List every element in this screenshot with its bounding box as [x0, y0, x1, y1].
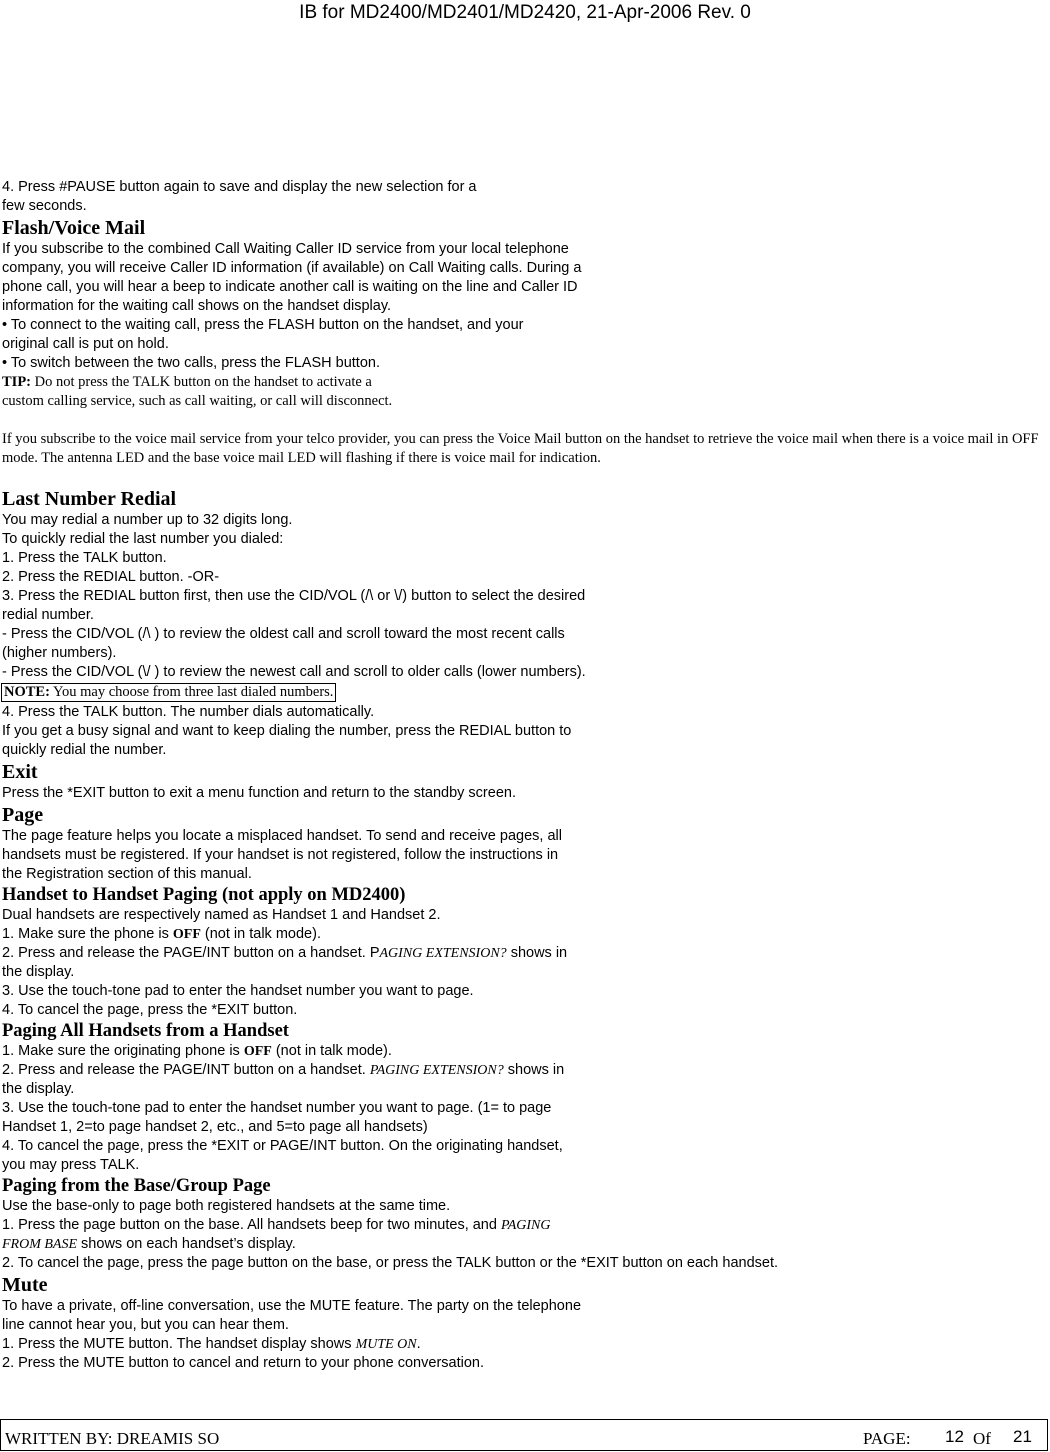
- flash-line: • To connect to the waiting call, press the FLASH button on the handset, and your: [2, 317, 524, 333]
- flash-line: • To switch between the two calls, press the FLASH button.: [2, 355, 380, 371]
- redial-line: - Press the CID/VOL (\/ ) to review the newest call and scroll to older calls (lower numbers).: [2, 664, 586, 680]
- all-line: 3. Use the touch-tone pad to enter the handset number you want to page. (1= to page: [2, 1100, 552, 1116]
- all-line-2-b: shows in: [503, 1062, 565, 1078]
- h2h-line-3-b: shows in: [506, 945, 568, 961]
- voicemail-paragraph: If you subscribe to the voice mail service from your telco provider, you can press the Voice Mail button on the handset to retrieve the voice mail when there is a voice mail in OFF mode. The antenna LED and the base voice mail LED will flashing if there is voice mail for indication.: [2, 431, 1039, 466]
- total-pages: 21: [1013, 1427, 1032, 1446]
- tip-text: Do not press the TALK button on the handset to activate a: [31, 374, 372, 390]
- all-line-2-a: 2. Press and release the PAGE/INT button on a handset.: [2, 1062, 370, 1078]
- base-line-2: [2, 1216, 1047, 1235]
- exit-text: Press the *EXIT button to exit a menu function and return to the standby screen.: [2, 785, 516, 801]
- page-label: PAGE:: [863, 1429, 911, 1448]
- mute-line-3: [2, 1335, 1047, 1354]
- paging-from-base-display: PAGING: [500, 1218, 551, 1233]
- paging-from-base-display: FROM BASE: [2, 1237, 78, 1252]
- heading-flash-voice-mail: Flash/Voice Mail: [2, 217, 146, 239]
- all-line: you may press TALK.: [2, 1157, 140, 1173]
- all-line: the display.: [2, 1081, 75, 1097]
- page-number: 12: [945, 1427, 964, 1446]
- redial-line: redial number.: [2, 607, 94, 623]
- h2h-line-2: [2, 925, 1047, 944]
- base-line-4: 2. To cancel the page, press the page button on the base, or press the TALK button or the *EXIT button on each handset.: [2, 1255, 779, 1271]
- mute-line-3-a: 1. Press the MUTE button. The handset display shows: [2, 1336, 356, 1352]
- all-line: Handset 1, 2=to page handset 2, etc., and 5=to page all handsets): [2, 1119, 428, 1135]
- h2h-line-1: Dual handsets are respectively named as Handset 1 and Handset 2.: [2, 907, 441, 923]
- h2h-line-2-b: (not in talk mode).: [200, 926, 321, 942]
- h2h-line-2-a: 1. Make sure the phone is: [2, 926, 173, 942]
- mute-line-2: line cannot hear you, but you can hear them.: [2, 1317, 289, 1333]
- page-line: the Registration section of this manual.: [2, 866, 252, 882]
- note-label: NOTE:: [4, 684, 50, 700]
- h2h-line-3-a: 2. Press and release the PAGE/INT button on a handset. P: [2, 945, 380, 961]
- h2h-line-5: 3. Use the touch-tone pad to enter the handset number you want to page.: [2, 983, 474, 999]
- intro-line-1: 4. Press #PAUSE button again to save and display the new selection for a: [2, 179, 477, 195]
- all-line-2: [2, 1061, 1047, 1080]
- document-body: [2, 178, 1047, 1373]
- h2h-line-3: [2, 944, 1047, 963]
- mute-line-4: 2. Press the MUTE button to cancel and return to your phone conversation.: [2, 1355, 484, 1371]
- written-by: WRITTEN BY: DREAMIS SO: [5, 1429, 220, 1448]
- flash-line: company, you will receive Caller ID information (if available) on Call Waiting calls. During a: [2, 260, 582, 276]
- flash-line: If you subscribe to the combined Call Waiting Caller ID service from your local telephone: [2, 241, 569, 257]
- mute-line-1: To have a private, off-line conversation, use the MUTE feature. The party on the telephone: [2, 1298, 582, 1314]
- redial-line: - Press the CID/VOL (/\ ) to review the oldest call and scroll toward the most recent calls: [2, 626, 565, 642]
- note-text: You may choose from three last dialed numbers.: [49, 684, 334, 700]
- note-box: [1, 683, 336, 702]
- flash-line: original call is put on hold.: [2, 336, 169, 352]
- mute-line-3-b: .: [416, 1336, 421, 1352]
- base-line-3: [2, 1235, 1047, 1254]
- heading-last-number-redial: Last Number Redial: [2, 488, 177, 510]
- heading-exit: Exit: [2, 761, 38, 783]
- tip-label: TIP:: [2, 374, 31, 390]
- heading-page: Page: [2, 804, 44, 826]
- heading-paging-from-base: Paging from the Base/Group Page: [2, 1176, 271, 1196]
- redial-after-line: 4. Press the TALK button. The number dials automatically.: [2, 704, 375, 720]
- redial-line: 1. Press the TALK button.: [2, 550, 167, 566]
- of-label: Of: [973, 1429, 991, 1448]
- redial-line: (higher numbers).: [2, 645, 117, 661]
- document-footer: [0, 1419, 1048, 1451]
- page-line: handsets must be registered. If your handset is not registered, follow the instructions in: [2, 847, 559, 863]
- heading-handset-to-handset: Handset to Handset Paging (not apply on MD2400): [2, 885, 406, 905]
- h2h-line-6: 4. To cancel the page, press the *EXIT button.: [2, 1002, 298, 1018]
- h2h-line-4: the display.: [2, 964, 75, 980]
- mute-on-display: MUTE ON: [355, 1337, 417, 1352]
- redial-line: 2. Press the REDIAL button. -OR-: [2, 569, 220, 585]
- all-line: 4. To cancel the page, press the *EXIT or PAGE/INT button. On the originating handset,: [2, 1138, 563, 1154]
- base-line-1: Use the base-only to page both registered handsets at the same time.: [2, 1198, 451, 1214]
- flash-line: information for the waiting call shows on the handset display.: [2, 298, 392, 314]
- page-line: The page feature helps you locate a misplaced handset. To send and receive pages, all: [2, 828, 562, 844]
- document-header: IB for MD2400/MD2401/MD2420, 21-Apr-2006 Rev. 0: [299, 2, 751, 23]
- heading-mute: Mute: [2, 1274, 48, 1296]
- tip-line-1: [2, 373, 1047, 392]
- note-row: [1, 683, 1047, 702]
- off-mode-text: OFF: [243, 1044, 272, 1059]
- redial-after-line: quickly redial the number.: [2, 742, 167, 758]
- intro-line-2: few seconds.: [2, 198, 87, 214]
- redial-line: You may redial a number up to 32 digits long.: [2, 512, 293, 528]
- flash-line: phone call, you will hear a beep to indicate another call is waiting on the line and Caller ID: [2, 279, 578, 295]
- all-line-1-a: 1. Make sure the originating phone is: [2, 1043, 244, 1059]
- redial-line: To quickly redial the last number you dialed:: [2, 531, 284, 547]
- base-line-3-b: shows on each handset’s display.: [77, 1236, 296, 1252]
- all-line-1: [2, 1042, 1047, 1061]
- paging-extension-display: PAGING EXTENSION?: [369, 1063, 504, 1078]
- tip-line-2: custom calling service, such as call waiting, or call will disconnect.: [2, 393, 393, 409]
- redial-line: 3. Press the REDIAL button first, then use the CID/VOL (/\ or \/) button to select the desired: [2, 588, 586, 604]
- all-line-1-b: (not in talk mode).: [271, 1043, 392, 1059]
- redial-after-line: If you get a busy signal and want to keep dialing the number, press the REDIAL button to: [2, 723, 572, 739]
- base-line-2-a: 1. Press the page button on the base. All handsets beep for two minutes, and: [2, 1217, 501, 1233]
- paging-extension-display: AGING EXTENSION?: [379, 946, 507, 961]
- heading-paging-all-handsets: Paging All Handsets from a Handset: [2, 1021, 289, 1041]
- off-mode-text: OFF: [172, 927, 201, 942]
